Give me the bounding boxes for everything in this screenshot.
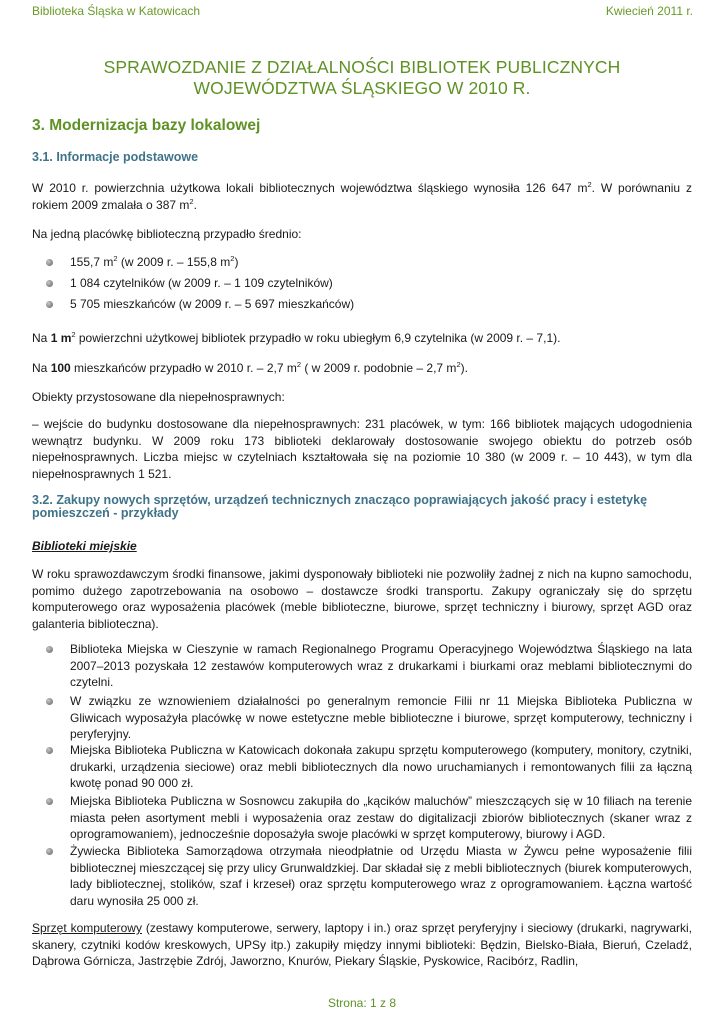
list-item-cieszyn: Biblioteka Miejska w Cieszynie w ramach Regionalnego Programu Operacyjnego Województwa Śląskiego na lata 2007–2013 pozyskała 12 zestawów komputerowych wraz z drukarkami i biurkami oraz meblami bibliotecznymi do czytelni.	[70, 642, 692, 689]
header-date: Kwiecień 2011 r.	[605, 4, 693, 18]
header-institution: Biblioteka Śląska w Katowicach	[32, 4, 201, 18]
bullet-icon	[46, 646, 53, 653]
paragraph-accessibility-details: – wejście do budynku dostosowane dla niepełnosprawnych: 231 placówek, w tym: 166 bibliotek mających udogodnienia wewnątrz budynku. W 2009 roku 173 biblioteki deklarowały dostosowanie swojego obiektu do potrzeb osób niepełnosprawnych. Liczba miejsc w czytelniach kształtowała się na poziomie 10 380 (w 2009 r. – 10 443), w tym dla niepełnosprawnych 1 521.	[32, 417, 692, 481]
bullet-icon	[46, 798, 53, 805]
paragraph-m2-per-100: Na 100 mieszkańców przypadło w 2010 r. – 2,7 $m^2$ ( w 2009 r. podobnie – 2,7 $m^2$).	[32, 360, 468, 375]
document-title-line2: WOJEWÓDZTWA ŚLĄSKIEGO W 2010 R.	[193, 78, 531, 98]
bullet-icon	[46, 698, 53, 705]
bullet-icon	[46, 259, 53, 266]
section-3-1-heading: 3.1. Informacje podstawowe	[32, 150, 199, 164]
bullet-icon	[46, 301, 53, 308]
subheading-city-libraries: Biblioteki miejskie	[32, 539, 137, 553]
page-number: Strona: 1 z 8	[327, 996, 397, 1010]
list-item-area: 155,7 $m^2$ (w 2009 r. – 155,8 $m^2$)	[70, 254, 239, 269]
list-item-gliwice: W związku ze wznowieniem działalności po generalnym remoncie Filii nr 11 Miejska Biblioteka Publiczna w Gliwicach wyposażyła placówkę w nowe estetyczne meble biblioteczne i biurowe, sprzęt komputerowy, techniczny i peryferyjny.	[70, 694, 692, 741]
paragraph-area: W 2010 r. powierzchnia użytkowa lokali bibliotecznych województwa śląskiego wynosiła 126 647 $m^2$. W porównaniu z rokiem 2009 zmalała o 387 $m^2$.	[32, 180, 692, 212]
list-item-zywiec: Żywiecka Biblioteka Samorządowa otrzymała nieodpłatnie od Urzędu Miasta w Żywcu pełne wyposażenie filii bibliotecznej mieszczącej się przy ulicy Grunwaldzkiej. Dar składał się z mebli bibliotecznych (biurek komputerowych, lady bibliotecznej, stolików, szaf i krzeseł) oraz sprzętu komputerowego wraz z oprogramowaniem. Łączna wartość daru wynosiła 25 000 zł.	[70, 844, 692, 908]
list-item-sosnowiec: Miejska Biblioteka Publiczna w Sosnowcu zakupiła do „kącików maluchów” mieszczących się w 10 filiach na terenie miasta pełen asortyment mebli i wyposażenia oraz zestaw do digitalizacji zbiorów bibliotecznych (skaner wraz z oprogramowaniem), jednocześnie doposażyła swoje placówki w sprzęt komputerowy, biurowy i AGD.	[70, 794, 692, 841]
list-item-katowice: Miejska Biblioteka Publiczna w Katowicach dokonała zakupu sprzętu komputerowego (komputery, monitory, czytniki, drukarki, urządzenia sieciowe) oraz mebli bibliotecznych dla nowo uruchamianych i remontowanych filii za łączną kwotę ponad 90 000 zł.	[70, 743, 692, 790]
paragraph-average: Na jedną placówkę biblioteczną przypadło średnio:	[32, 227, 302, 241]
paragraph-computer-equipment: Sprzęt komputerowy (zestawy komputerowe, serwery, laptopy i in.) oraz sprzęt peryferyjny i sieciowy (drukarki, nagrywarki, skanery, czytniki kodów kreskowych, UPSy itp.) zakupiły między innymi biblioteki: Będzin, Bielsko-Biała, Bieruń, Czeladź, Dąbrowa Górnicza, Jastrzębie Zdrój, Jaworzno, Knurów, Piekary Śląskie, Pyskowice, Racibórz, Radlin,	[32, 921, 692, 968]
document-title	[32, 57, 692, 99]
paragraph-funding: W roku sprawozdawczym środki finansowe, jakimi dysponowały biblioteki nie pozwoliły żadnej z nich na kupno samochodu, pomimo dużego zapotrzebowania na osobowo – dostawcze środki transportu. Zakupy ograniczały się do sprzętu komputerowego oraz wyposażenia placówek (meble biblioteczne, biurowe, sprzęt techniczny i biurowy, sprzęt AGD oraz galanteria biblioteczna).	[32, 567, 692, 631]
document-title-line1: SPRAWOZDANIE Z DZIAŁALNOŚCI BIBLIOTEK PUBLICZNYCH	[103, 57, 621, 77]
bullet-icon	[46, 848, 53, 855]
bullet-icon	[46, 280, 53, 287]
bullet-icon	[46, 747, 53, 754]
paragraph-accessible: Obiekty przystosowane dla niepełnosprawnych:	[32, 390, 285, 404]
paragraph-readers-per-m2: Na 1 $m^2$ powierzchni użytkowej bibliotek przypadło w roku ubiegłym 6,9 czytelnika (w 2009 r. – 7,1).	[32, 330, 561, 345]
section-3-2-heading: 3.2. Zakupy nowych sprzętów, urządzeń technicznych znacząco poprawiających jakość pracy i estetykę pomieszczeń - przykłady	[32, 493, 648, 520]
list-item-readers: 1 084 czytelników (w 2009 r. – 1 109 czytelników)	[70, 276, 333, 290]
section-3-heading: 3. Modernizacja bazy lokalowej	[32, 117, 261, 134]
list-item-residents: 5 705 mieszkańców (w 2009 r. – 5 697 mieszkańców)	[70, 297, 355, 311]
